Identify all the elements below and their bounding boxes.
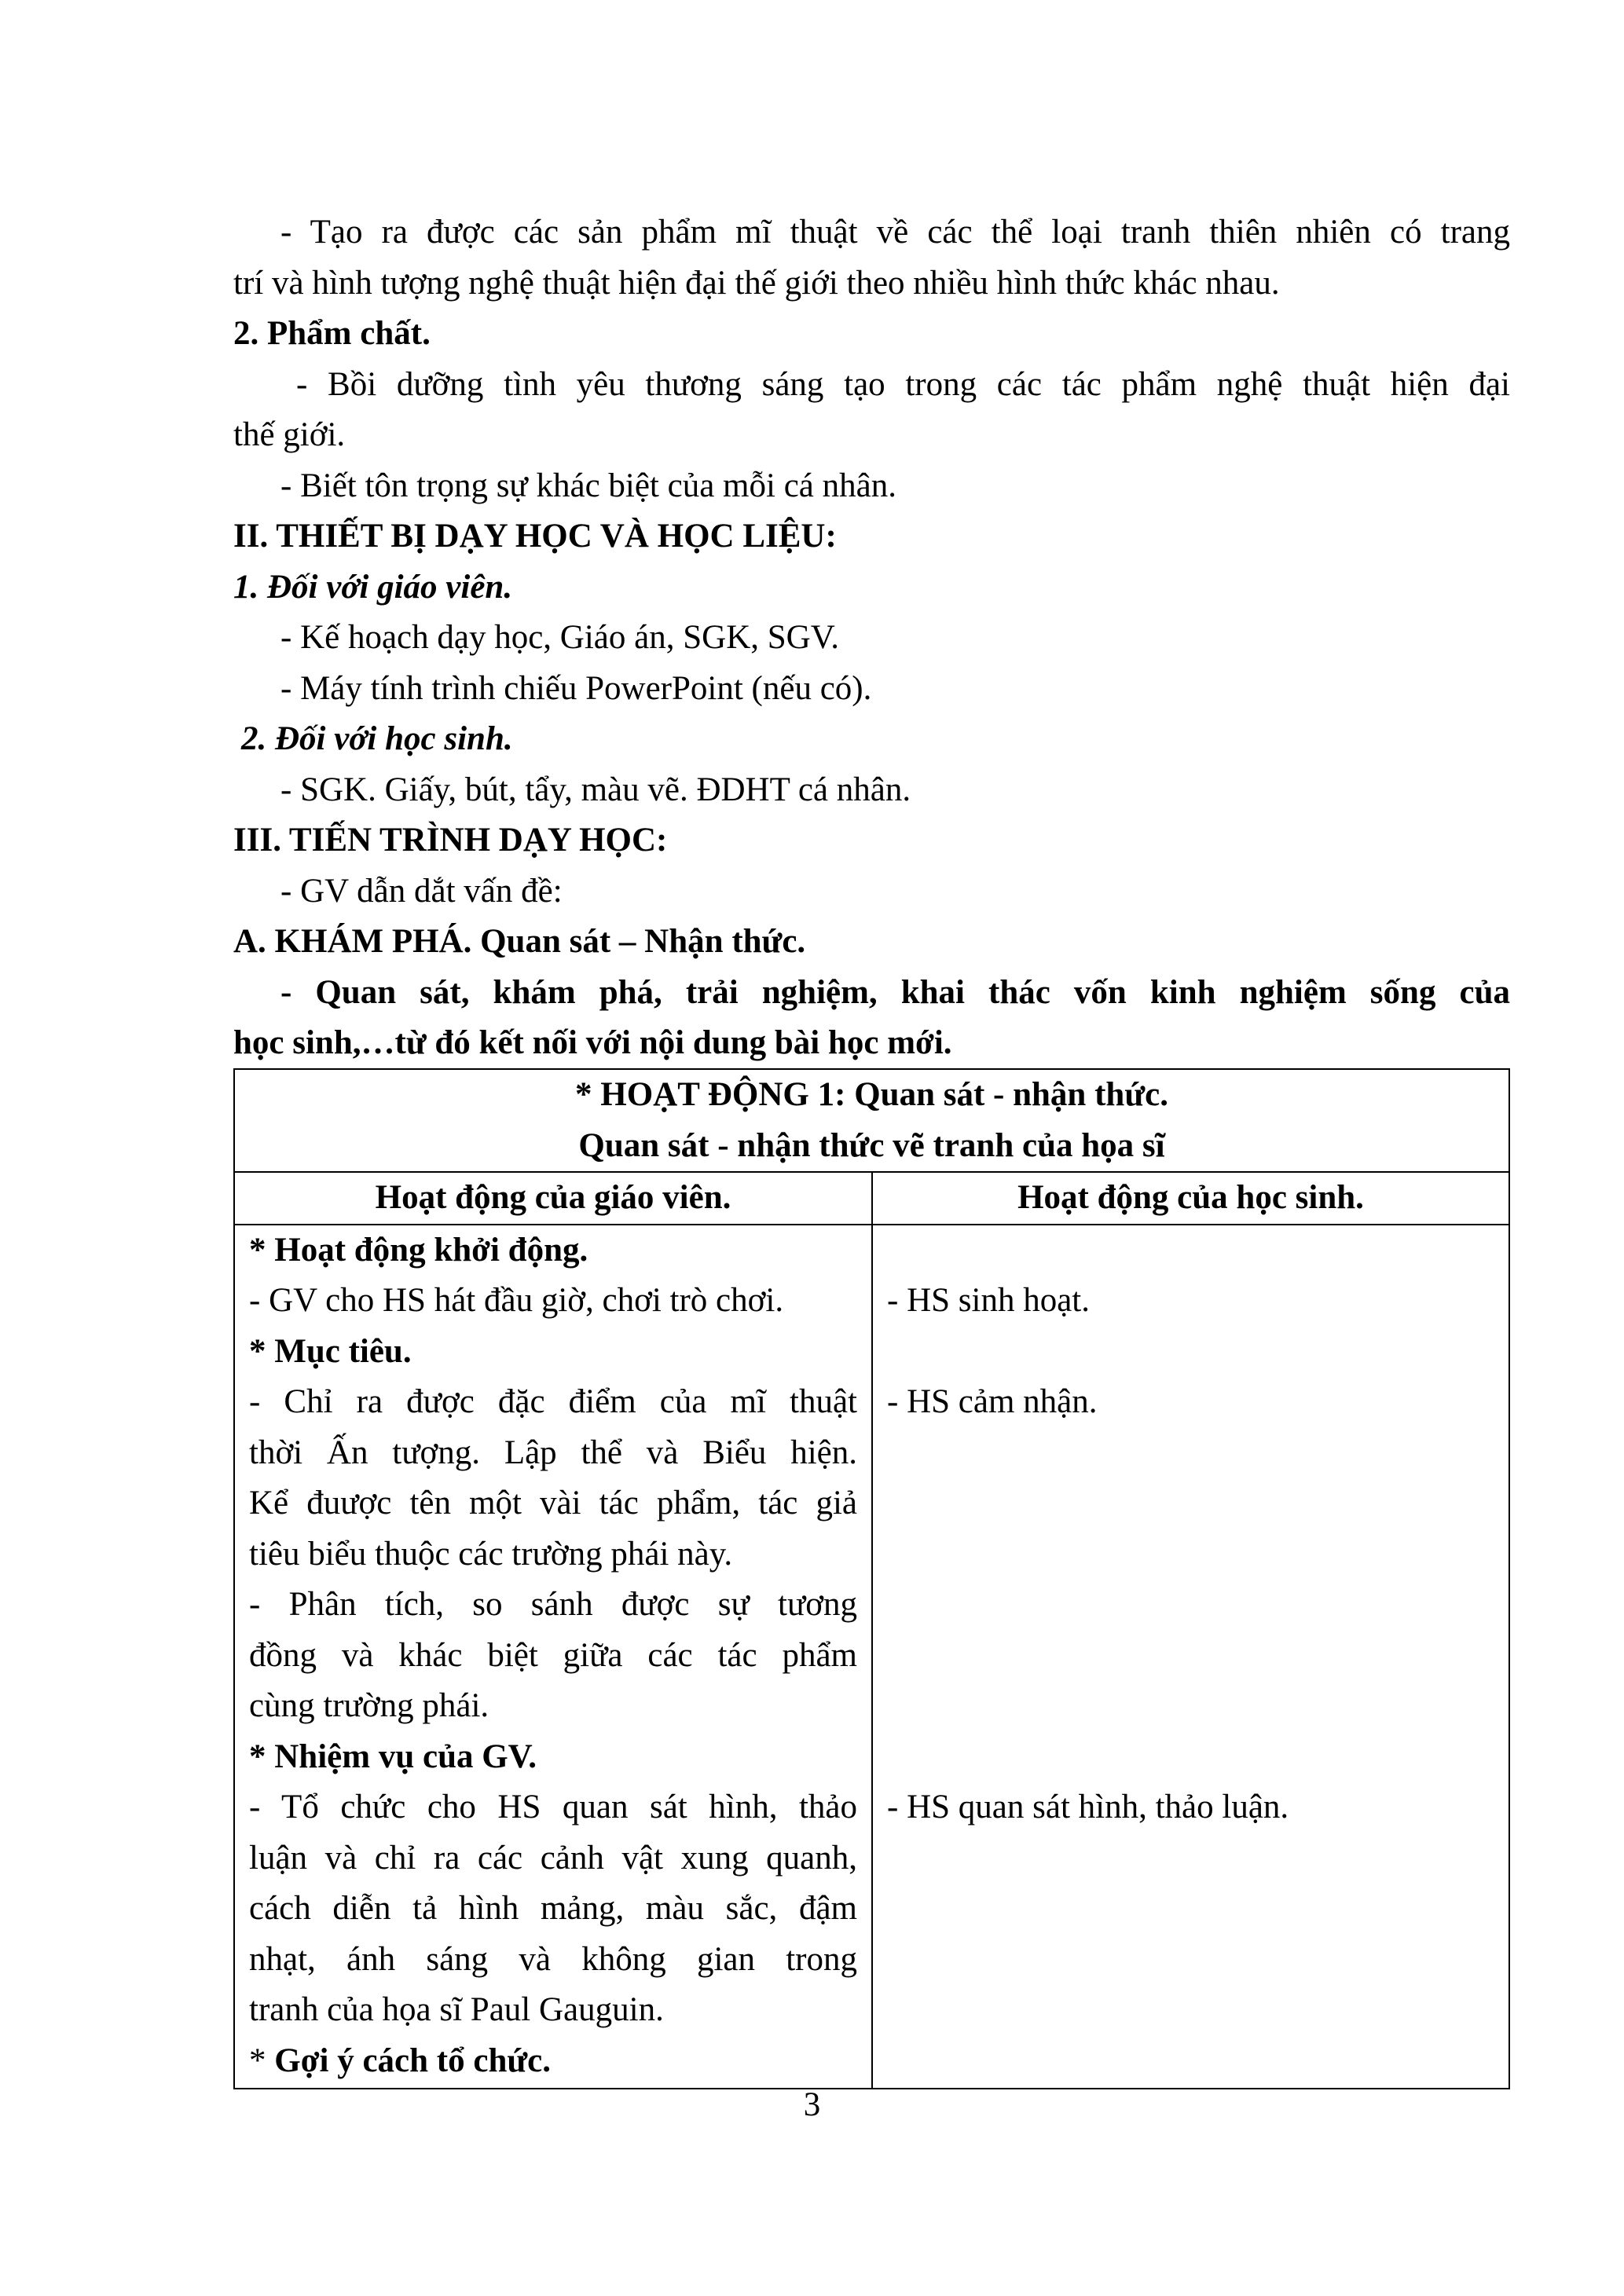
cell-text: cùng trường phái. [249,1687,489,1724]
subsection-heading: 1. Đối với giáo viên. [233,568,513,606]
paragraph-line: - Biết tôn trọng sự khác biệt của mỗi cá nhân. [280,467,896,504]
cell-text: - HS quan sát hình, thảo luận. [887,1789,1289,1825]
cell-text: - HS cảm nhận. [887,1383,1098,1420]
cell-text: đồng và khác biệt giữa các tác phẩm [249,1636,857,1674]
subsection-heading: 2. Đối với học sinh. [241,720,513,757]
cell-heading: * Hoạt động khởi động. [249,1231,588,1269]
cell-text: thời Ấn tượng. Lập thể và Biểu hiện. [249,1434,857,1471]
section-heading: A. KHÁM PHÁ. Quan sát – Nhận thức. [233,923,806,960]
cell-text: nhạt, ánh sáng và không gian trong [249,1940,857,1978]
list-item: - GV dẫn dắt vấn đề: [280,872,563,910]
cell-text: - Tổ chức cho HS quan sát hình, thảo [249,1789,857,1825]
table-subtitle: Quan sát - nhận thức vẽ tranh của họa sĩ [578,1126,1165,1164]
teacher-activity-cell [234,1225,872,2089]
table-header-row [234,1172,1509,1225]
cell-text: Kể đuược tên một vài tác phẩm, tác giả [249,1485,857,1522]
paragraph-line: thế giới. [233,416,346,453]
cell-text: - Chỉ ra được đặc điểm của mĩ thuật [249,1383,857,1420]
bullet-star: * [249,2041,266,2079]
cell-text: tiêu biểu thuộc các trường phái này. [249,1535,733,1573]
cell-text: - GV cho HS hát đầu giờ, chơi trò chơi. [249,1282,784,1319]
cell-heading [249,2036,857,2087]
paragraph-line: - Tạo ra được các sản phẩm mĩ thuật về các thể loại tranh thiên nhiên có trang [280,214,1510,251]
cell-heading: * Mục tiêu. [249,1332,412,1370]
paragraph-line: trí và hình tượng nghệ thuật hiện đại thế giới theo nhiều hình thức khác nhau. [233,264,1280,302]
cell-text: tranh của họa sĩ Paul Gauguin. [249,1991,664,2028]
table-title-row [234,1069,1509,1172]
section-heading: 2. Phẩm chất. [233,315,431,352]
table-title: * HOẠT ĐỘNG 1: Quan sát - nhận thức. [575,1076,1168,1113]
cell-text: - HS sinh hoạt. [887,1282,1090,1319]
paragraph-line: - Bồi dưỡng tình yêu thương sáng tạo trong các tác phẩm nghệ thuật hiện đại [296,365,1510,403]
cell-text: - Phân tích, so sánh được sự tương [249,1586,857,1623]
column-header-student: Hoạt động của học sinh. [872,1172,1509,1225]
paragraph-line: học sinh,…từ đó kết nối với nội dung bài học mới. [233,1024,952,1061]
list-item: - Máy tính trình chiếu PowerPoint (nếu có). [280,669,872,707]
list-item: - Kế hoạch dạy học, Giáo án, SGK, SGV. [280,619,839,656]
cell-heading: * Nhiệm vụ của GV. [249,1738,537,1775]
cell-text: luận và chỉ ra các cảnh vật xung quanh, [249,1839,857,1877]
table-row [234,1225,1509,2089]
student-activity-cell [872,1225,1509,2089]
document-body [233,207,1510,1069]
paragraph-line: - Quan sát, khám phá, trải nghiệm, khai thác vốn kinh nghiệm sống của [280,973,1510,1011]
activity-table [233,1068,1510,2089]
section-heading: III. TIẾN TRÌNH DẠY HỌC: [233,822,668,859]
list-item: - SGK. Giấy, bút, tẩy, màu vẽ. ĐDHT cá nhân. [280,771,911,808]
section-heading: II. THIẾT BỊ DẠY HỌC VÀ HỌC LIỆU: [233,518,837,555]
cell-text: cách diễn tả hình mảng, màu sắc, đậm [249,1890,857,1927]
page-number: 3 [803,2086,821,2123]
table-title-cell [234,1069,1509,1172]
cell-heading-text: Gợi ý cách tổ chức. [274,2041,551,2079]
column-header-teacher: Hoạt động của giáo viên. [234,1172,872,1225]
